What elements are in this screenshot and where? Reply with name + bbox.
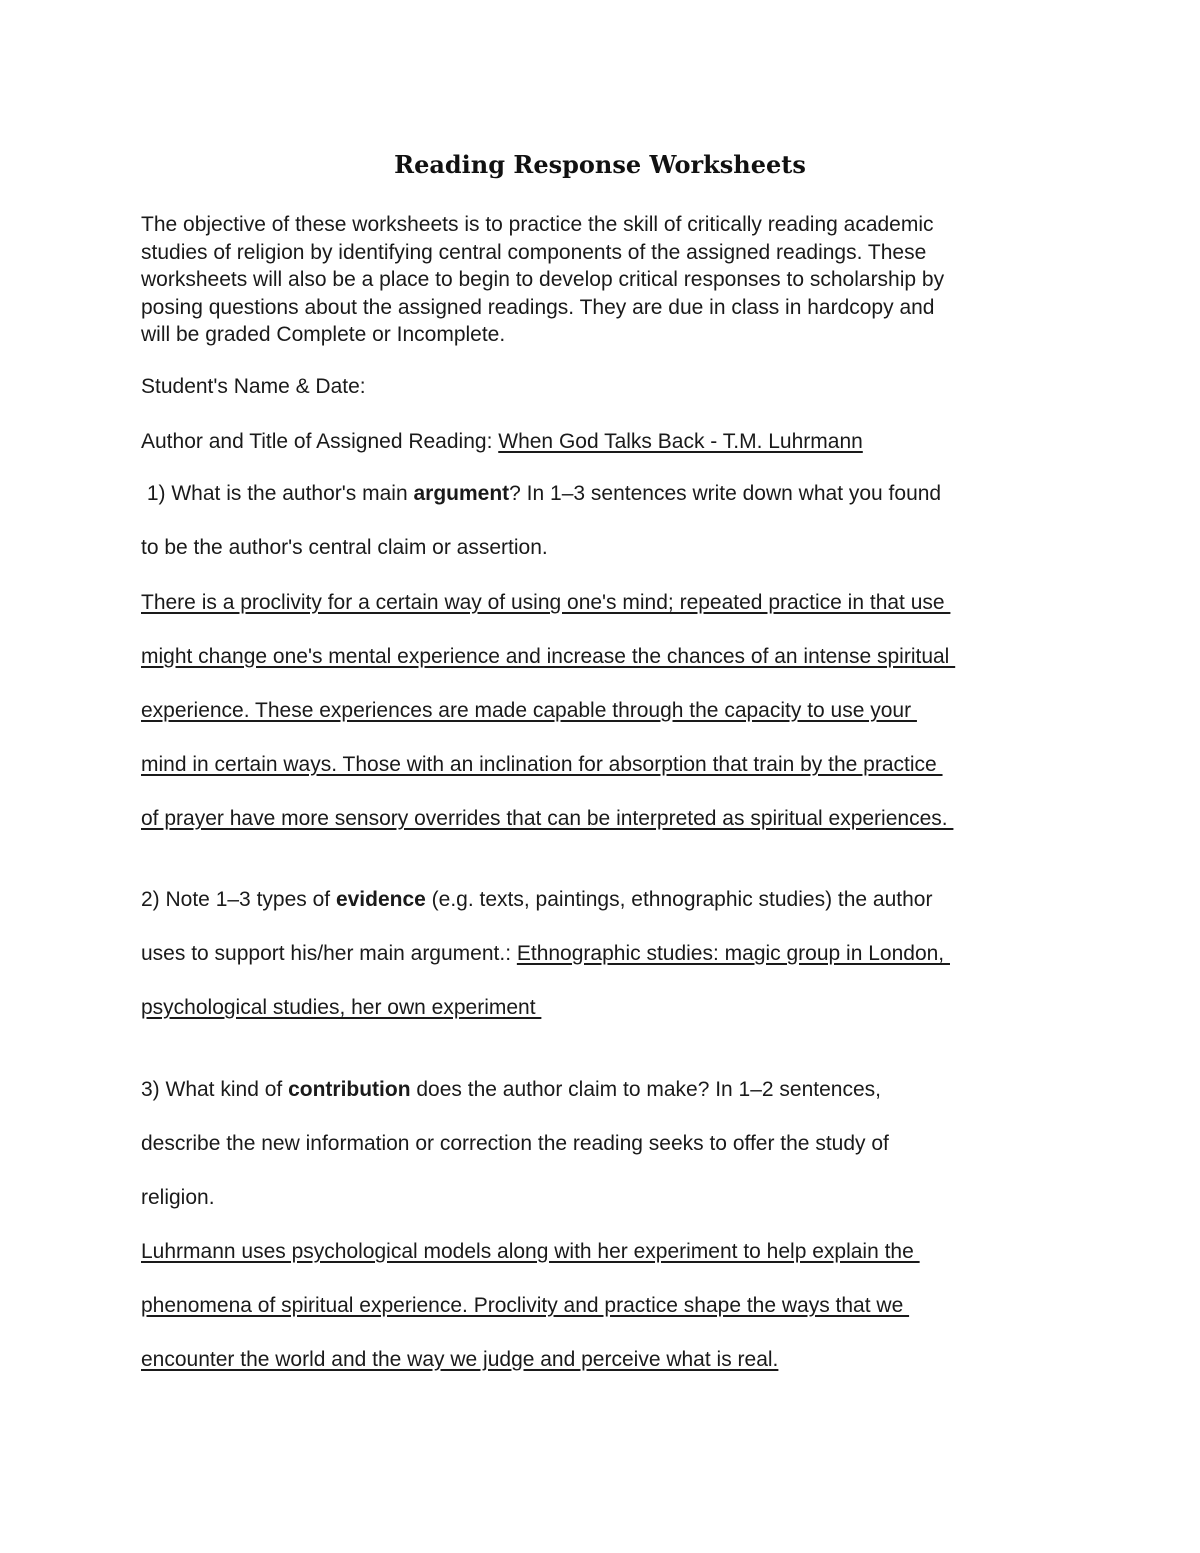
answer-2-part-1: Ethnographic studies: magic group in London, <box>516 942 950 965</box>
intro-line: The objective of these worksheets is to practice the skill of critically reading academic <box>141 213 934 236</box>
question-2-line-1 <box>141 873 1081 927</box>
question-2-prefix: 2) Note 1–3 types of <box>141 888 336 911</box>
question-1-prefix: 1) What is the author's main <box>141 482 414 505</box>
question-3-line-2: describe the new information or correction the reading seeks to offer the study of <box>141 1132 889 1155</box>
question-2-suffix: (e.g. texts, paintings, ethnographic studies) the author <box>425 888 933 911</box>
intro-line: studies of religion by identifying central components of the assigned readings. These <box>141 240 927 264</box>
question-1 <box>141 467 1081 575</box>
student-name-label: Student's Name & Date: <box>141 375 366 398</box>
question-3-prefix: 3) What kind of <box>141 1078 289 1101</box>
answer-1-line: might change one's mental experience and increase the chances of an intense spiritual <box>141 645 956 668</box>
intro-line: worksheets will also be a place to begin to develop critical responses to scholarship by <box>141 268 945 291</box>
intro-paragraph <box>141 211 1071 349</box>
question-3-keyword: contribution <box>288 1078 411 1101</box>
author-title-line <box>141 428 1071 456</box>
answer-1-line: mind in certain ways. Those with an inclination for absorption that train by the practice <box>141 753 943 776</box>
answer-3-line: encounter the world and the way we judge and perceive what is real. <box>141 1348 779 1371</box>
answer-1-line: of prayer have more sensory overrides that can be interpreted as spiritual experiences. <box>141 807 954 830</box>
question-3 <box>141 1063 1081 1387</box>
question-2-line-2-text: uses to support his/her main argument.: <box>141 942 517 965</box>
question-1-line-2: to be the author's central claim or assertion. <box>141 536 548 559</box>
question-3-line-3: religion. <box>141 1186 215 1209</box>
question-3-line-1 <box>141 1063 1081 1117</box>
intro-line: posing questions about the assigned readings. They are due in class in hardcopy and <box>141 295 935 319</box>
question-1-keyword: argument <box>413 482 510 505</box>
author-title-label: Author and Title of Assigned Reading: <box>141 430 499 453</box>
question-2 <box>141 873 1081 1035</box>
question-3-suffix: does the author claim to make? In 1–2 sentences, <box>410 1078 881 1101</box>
answer-1-line: There is a proclivity for a certain way of using one's mind; repeated practice in that use <box>141 591 951 614</box>
answer-3-line: phenomena of spiritual experience. Proclivity and practice shape the ways that we <box>141 1294 910 1317</box>
question-2-keyword: evidence <box>335 888 426 911</box>
question-2-line-2 <box>141 927 1081 981</box>
question-1-line-1 <box>141 467 1081 521</box>
answer-3-line: Luhrmann uses psychological models along with her experiment to help explain the <box>141 1240 920 1263</box>
answer-1 <box>141 576 1081 846</box>
answer-2-part-2: psychological studies, her own experiment <box>141 996 542 1019</box>
answer-1-line: experience. These experiences are made capable through the capacity to use your <box>141 699 917 722</box>
question-1-suffix: ? In 1–3 sentences write down what you found <box>509 482 942 505</box>
intro-line: will be graded Complete or Incomplete. <box>141 323 506 346</box>
page-title: Reading Response Worksheets <box>394 150 806 179</box>
author-title-value: When God Talks Back - T.M. Luhrmann <box>498 430 863 453</box>
